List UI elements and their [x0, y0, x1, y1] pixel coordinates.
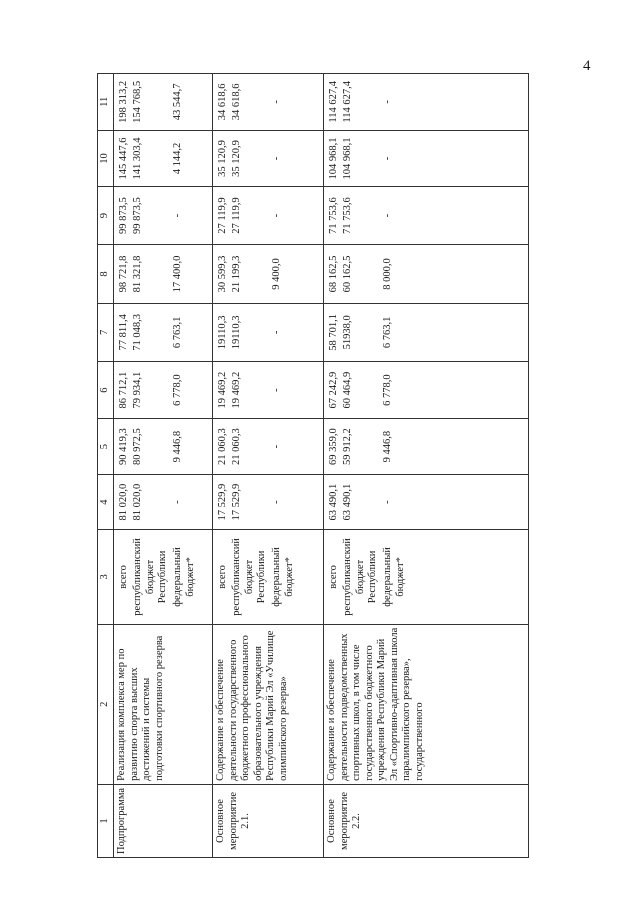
value-cell: [114, 419, 213, 474]
value-cell: [213, 187, 324, 245]
value: 6 778,0: [382, 374, 393, 406]
value: 104 968,1: [328, 137, 339, 180]
value: 141 303,4: [132, 137, 143, 180]
row-category: Подпрограмма: [114, 784, 213, 857]
value: 58 701,1: [328, 313, 339, 351]
source-label: всего: [328, 565, 339, 589]
value-cell: [114, 74, 213, 131]
page-number: 4: [583, 58, 591, 74]
value: 77 811,4: [118, 314, 129, 351]
header-cell: 11: [98, 74, 114, 131]
value: 63 490,1: [342, 483, 353, 521]
value-cell: [114, 474, 213, 529]
value-cell: [324, 361, 529, 419]
value: -: [382, 500, 393, 504]
value: 79 934,1: [132, 371, 143, 409]
source-label: федеральный бюджет*: [382, 547, 406, 607]
value: -: [172, 213, 183, 218]
value: -: [271, 388, 282, 392]
value: 19110,3: [217, 315, 228, 350]
header-cell: 3: [98, 530, 114, 624]
rotated-table-sheet: [97, 73, 537, 858]
value-cell: [213, 130, 324, 187]
funding-source-cell: [324, 530, 529, 624]
value: 59 912,2: [342, 428, 353, 466]
value: 51938,0: [342, 315, 353, 350]
value: 69 359,0: [328, 428, 339, 466]
header-cell: 5: [98, 419, 114, 474]
value: 60 464,9: [342, 371, 353, 409]
value: 71 753,6: [328, 197, 339, 234]
value-cell: [324, 74, 529, 131]
value: 71 048,3: [132, 313, 143, 351]
row-category: Основное мероприятие 2.1.: [213, 784, 324, 857]
value-cell: [114, 244, 213, 303]
value: 81 020,0: [118, 483, 129, 521]
source-label: всего: [217, 565, 228, 589]
source-label: республиканский бюджет Республики: [342, 538, 378, 616]
value: 27 119,9: [217, 197, 228, 234]
value: 21 060,3: [217, 428, 228, 466]
value-cell: [324, 474, 529, 529]
source-label: федеральный бюджет*: [271, 547, 295, 607]
source-label: республиканский бюджет Республики: [231, 538, 267, 616]
funding-source-cell: [114, 530, 213, 624]
value-cell: [114, 303, 213, 361]
value: 98 721,8: [118, 255, 129, 293]
value: -: [271, 500, 282, 504]
value: 30 599,3: [217, 255, 228, 293]
value-cell: [114, 187, 213, 245]
value: 6 778,0: [172, 374, 183, 406]
value-cell: [213, 361, 324, 419]
value: 86 712,1: [118, 371, 129, 409]
value-cell: [324, 244, 529, 303]
table-row-subprogram: [114, 74, 213, 858]
value: -: [172, 500, 183, 504]
row-description: Содержание и обеспечение деятельности подведомственных спортивных школ, в том числе государственного бюджетного учреждения Республики Марий Эл «Спортивно-адаптивная школа паралимпийского резерва», государственного: [324, 624, 529, 784]
header-cell: 6: [98, 361, 114, 419]
value-cell: [324, 419, 529, 474]
value: 19 469,2: [231, 371, 242, 409]
value: 6 763,1: [382, 316, 393, 349]
value: 9 446,8: [172, 430, 183, 463]
table-row-activity-2-2: [324, 74, 529, 858]
value: -: [271, 330, 282, 335]
header-cell: 7: [98, 303, 114, 361]
value: 99 873,5: [118, 197, 129, 234]
value: 21 199,3: [231, 255, 242, 293]
value: 114 627,4: [328, 81, 339, 123]
value-cell: [213, 419, 324, 474]
value: 60 162,5: [342, 255, 353, 293]
value: 6 763,1: [172, 316, 183, 349]
budget-table: [97, 73, 529, 858]
row-description: Содержание и обеспечение деятельности государственного бюджетного профессионального образовательного учреждения Республики Марий Эл «Училище олимпийского резерва»: [213, 624, 324, 784]
value-cell: [324, 130, 529, 187]
value: 34 618,6: [231, 83, 242, 121]
value: 71 753,6: [342, 197, 353, 234]
value: 9 446,8: [382, 430, 393, 463]
value-cell: [114, 130, 213, 187]
value: 17 529,9: [231, 483, 242, 521]
value: 43 544,7: [172, 83, 183, 121]
value: 90 419,3: [118, 428, 129, 466]
table-row-activity-2-1: [213, 74, 324, 858]
source-label: всего: [118, 565, 129, 589]
value: 154 768,5: [132, 80, 143, 123]
value-cell: [324, 187, 529, 245]
value: 114 627,4: [342, 81, 353, 123]
header-cell: 8: [98, 244, 114, 303]
value: -: [382, 213, 393, 218]
value: -: [271, 213, 282, 218]
value: 63 490,1: [328, 483, 339, 521]
row-description: Реализация комплекса мер по развитию спорта высших достижений и системы подготовки спортивного резерва: [114, 624, 213, 784]
source-label: республиканский бюджет Республики: [132, 538, 168, 616]
value: 35 120,9: [231, 140, 242, 177]
value: 68 162,5: [328, 255, 339, 293]
value: 19110,3: [231, 315, 242, 350]
value: 21 060,3: [231, 428, 242, 466]
value-cell: [114, 361, 213, 419]
value-cell: [213, 474, 324, 529]
source-label: федеральный бюджет*: [172, 547, 196, 607]
value: 34 618,6: [217, 83, 228, 121]
header-cell: 2: [98, 624, 114, 784]
value: 104 968,1: [342, 137, 353, 180]
value-cell: [324, 303, 529, 361]
header-cell: 10: [98, 130, 114, 187]
value: 81 020,0: [132, 483, 143, 521]
value-cell: [213, 74, 324, 131]
value: 17 529,9: [217, 483, 228, 521]
value: -: [382, 156, 393, 161]
value: 19 469,2: [217, 371, 228, 409]
value-cell: [213, 303, 324, 361]
value: 4 144,2: [172, 142, 183, 175]
value: 99 873,5: [132, 197, 143, 234]
value: 67 242,9: [328, 371, 339, 409]
value: 80 972,5: [132, 428, 143, 466]
header-cell: 9: [98, 187, 114, 245]
funding-source-cell: [213, 530, 324, 624]
value: -: [271, 100, 282, 104]
header-cell: 4: [98, 474, 114, 529]
value: 145 447,6: [118, 137, 129, 180]
value: 8 000,0: [382, 258, 393, 290]
row-category: Основное мероприятие 2.2.: [324, 784, 529, 857]
header-cell: 1: [98, 784, 114, 857]
value: 35 120,9: [217, 140, 228, 177]
value: -: [271, 444, 282, 449]
value: 27 119,9: [231, 197, 242, 234]
value: -: [382, 100, 393, 104]
value: -: [271, 156, 282, 161]
header-row: [98, 74, 114, 858]
value: 17 400,0: [172, 255, 183, 293]
value-cell: [213, 244, 324, 303]
value: 198 313,2: [118, 80, 129, 123]
value: 9 400,0: [271, 258, 282, 290]
value: 81 321,8: [132, 255, 143, 293]
